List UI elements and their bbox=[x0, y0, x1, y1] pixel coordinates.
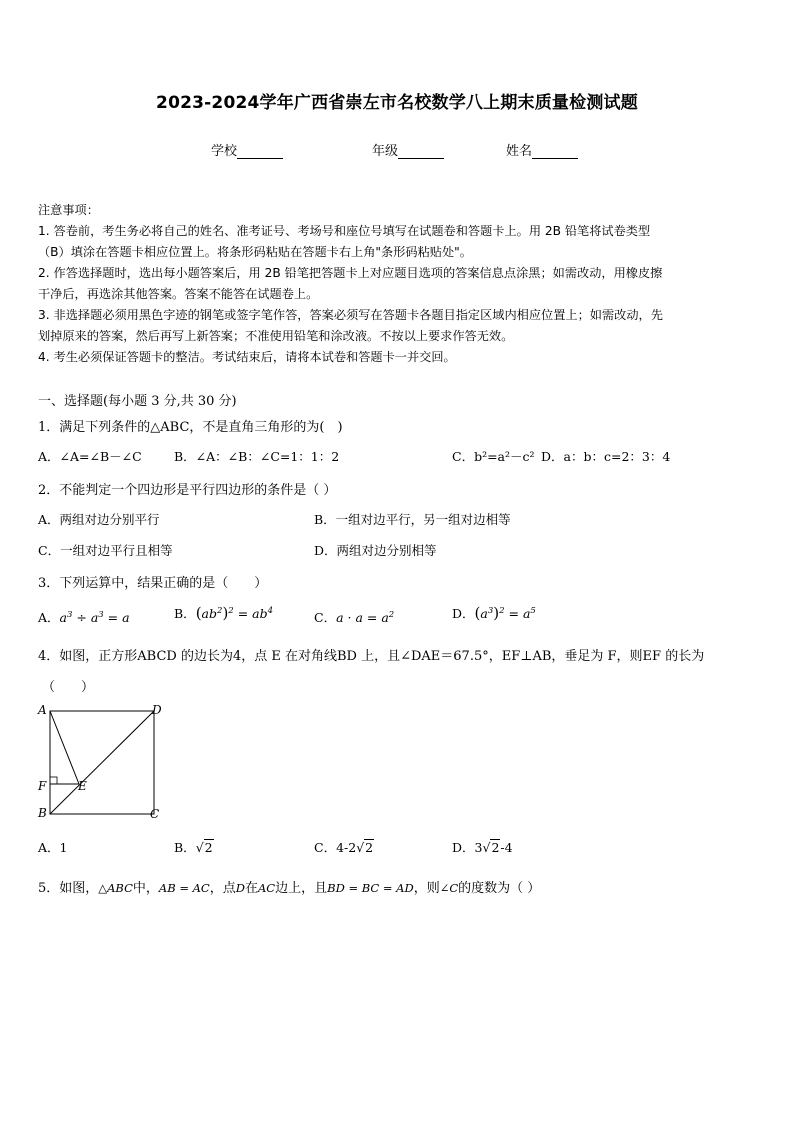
name-field bbox=[506, 140, 578, 159]
q4-stem-line2: （ ） bbox=[42, 680, 95, 695]
q2-option-d: D．两组对边分别相等 bbox=[314, 543, 437, 558]
q3-option-d bbox=[452, 604, 536, 622]
school-blank bbox=[237, 145, 283, 159]
segment-ae bbox=[50, 711, 79, 784]
label-c: C bbox=[150, 807, 160, 821]
label-d: D bbox=[152, 703, 162, 717]
q3-d-expr: $(a^3)^2 = a^5$ bbox=[474, 604, 536, 622]
notes-block bbox=[38, 200, 663, 368]
q4-option-d bbox=[452, 838, 513, 856]
sqrt-symbol: √ bbox=[195, 840, 204, 855]
q5-math: AB = AC bbox=[158, 881, 210, 895]
q3-option-a bbox=[38, 608, 130, 626]
grade-blank bbox=[398, 145, 444, 159]
q5-text: 在 bbox=[244, 881, 258, 896]
q5-math: AC bbox=[258, 881, 276, 895]
diagonal-bd bbox=[50, 711, 154, 814]
q3-c-label: C． bbox=[314, 610, 337, 625]
q5-text: 边上，且 bbox=[275, 881, 328, 896]
q4-b-radicand: 2 bbox=[204, 840, 213, 855]
q1-option-c: C．b²=a²－c² bbox=[452, 449, 535, 464]
notes-line: 3. 非选择题必须用黑色字迹的钢笔或签字笔作答，答案必须写在答题卡各题目指定区域内相应位置上；如需改动，先 bbox=[38, 308, 663, 322]
q3-a-expr: $a^3 \div a^3 = a$ bbox=[59, 609, 130, 625]
school-field bbox=[211, 140, 283, 159]
q3-option-c bbox=[314, 608, 394, 626]
q4-d-tail: -4 bbox=[500, 840, 513, 855]
q3-stem: 3．下列运算中，结果正确的是（ ） bbox=[38, 576, 268, 591]
q4-c-label: C．4-2 bbox=[314, 840, 357, 855]
q3-b-label: B． bbox=[174, 606, 196, 621]
q5-math: D bbox=[235, 881, 245, 895]
q3-b-expr: $(ab^2)^2 = ab^4$ bbox=[195, 604, 274, 622]
q3-a-label: A． bbox=[38, 610, 60, 625]
q2-option-a: A．两组对边分别平行 bbox=[38, 512, 160, 527]
q2-option-c: C．一组对边平行且相等 bbox=[38, 543, 173, 558]
q2-stem: 2．不能判定一个四边形是平行四边形的条件是（ ） bbox=[38, 483, 337, 498]
q1-option-b: B．∠A：∠B：∠C=1：1：2 bbox=[174, 449, 340, 464]
notes-line: 干净后，再选涂其他答案。答案不能答在试题卷上。 bbox=[38, 287, 319, 301]
name-label: 姓名 bbox=[506, 144, 533, 159]
q4-figure bbox=[34, 700, 174, 825]
label-f: F bbox=[38, 779, 47, 793]
q3-d-label: D． bbox=[452, 606, 475, 621]
right-angle-mark bbox=[50, 777, 57, 784]
q4-d-label: D．3 bbox=[452, 840, 483, 855]
q3-c-expr: $a \cdot a = a^2$ bbox=[336, 609, 395, 625]
q1-option-a: A．∠A=∠B－∠C bbox=[38, 449, 142, 464]
q5-stem bbox=[38, 877, 540, 896]
q4-stem-line1: 4．如图，正方形ABCD 的边长为4，点 E 在对角线BD 上，且∠DAE＝67.5°，EF⊥AB，垂足为 F，则EF 的长为 bbox=[38, 649, 705, 664]
q5-text: 中， bbox=[132, 881, 159, 896]
q1-stem: 1．满足下列条件的△ABC，不是直角三角形的为( ) bbox=[38, 420, 343, 435]
notes-heading: 注意事项： bbox=[38, 203, 99, 217]
grade-field bbox=[372, 140, 444, 159]
page-title: 2023-2024学年广西省崇左市名校数学八上期末质量检测试题 bbox=[156, 93, 638, 113]
name-blank bbox=[532, 145, 578, 159]
label-a: A bbox=[38, 703, 47, 717]
q3-option-b bbox=[174, 604, 273, 622]
q5-text: 5．如图， bbox=[38, 881, 99, 896]
grade-label: 年级 bbox=[372, 144, 399, 159]
q5-math: △ABC bbox=[98, 881, 133, 895]
q2-option-b: B．一组对边平行，另一组对边相等 bbox=[314, 512, 511, 527]
section-heading: 一、选择题(每小题 3 分,共 30 分) bbox=[38, 394, 237, 409]
q4-d-radicand: 2 bbox=[491, 840, 500, 855]
q5-math: BD = BC = AD bbox=[327, 881, 414, 895]
sqrt-symbol: √ bbox=[482, 840, 491, 855]
q5-text: 的度数为（ ） bbox=[458, 881, 541, 896]
label-e: E bbox=[78, 779, 87, 793]
q4-option-b bbox=[174, 838, 214, 856]
notes-line: 2. 作答选择题时，选出每小题答案后，用 2B 铅笔把答题卡上对应题目选项的答案信息点涂黑；如需改动，用橡皮擦 bbox=[38, 266, 663, 280]
q4-c-radicand: 2 bbox=[365, 840, 374, 855]
notes-line: （B）填涂在答题卡相应位置上。将条形码粘贴在答题卡右上角"条形码粘贴处"。 bbox=[38, 245, 472, 259]
label-b: B bbox=[38, 806, 47, 820]
q5-text: ，点 bbox=[209, 881, 236, 896]
q4-b-label: B． bbox=[174, 840, 196, 855]
notes-line: 1. 答卷前，考生务必将自己的姓名、准考证号、考场号和座位号填写在试题卷和答题卡上。用 2B 铅笔将试卷类型 bbox=[38, 224, 651, 238]
notes-line: 划掉原来的答案，然后再写上新答案；不准使用铅笔和涂改液。不按以上要求作答无效。 bbox=[38, 329, 514, 343]
q4-option-a: A．1 bbox=[38, 840, 68, 855]
q1-option-d: D．a：b：c=2：3：4 bbox=[541, 449, 671, 464]
school-label: 学校 bbox=[211, 144, 238, 159]
sqrt-symbol: √ bbox=[356, 840, 365, 855]
q5-math: ∠C bbox=[439, 881, 459, 895]
q5-text: ，则 bbox=[413, 881, 440, 896]
q4-option-c bbox=[314, 838, 374, 856]
notes-line: 4. 考生必须保证答题卡的整洁。考试结束后，请将本试卷和答题卡一并交回。 bbox=[38, 350, 456, 364]
